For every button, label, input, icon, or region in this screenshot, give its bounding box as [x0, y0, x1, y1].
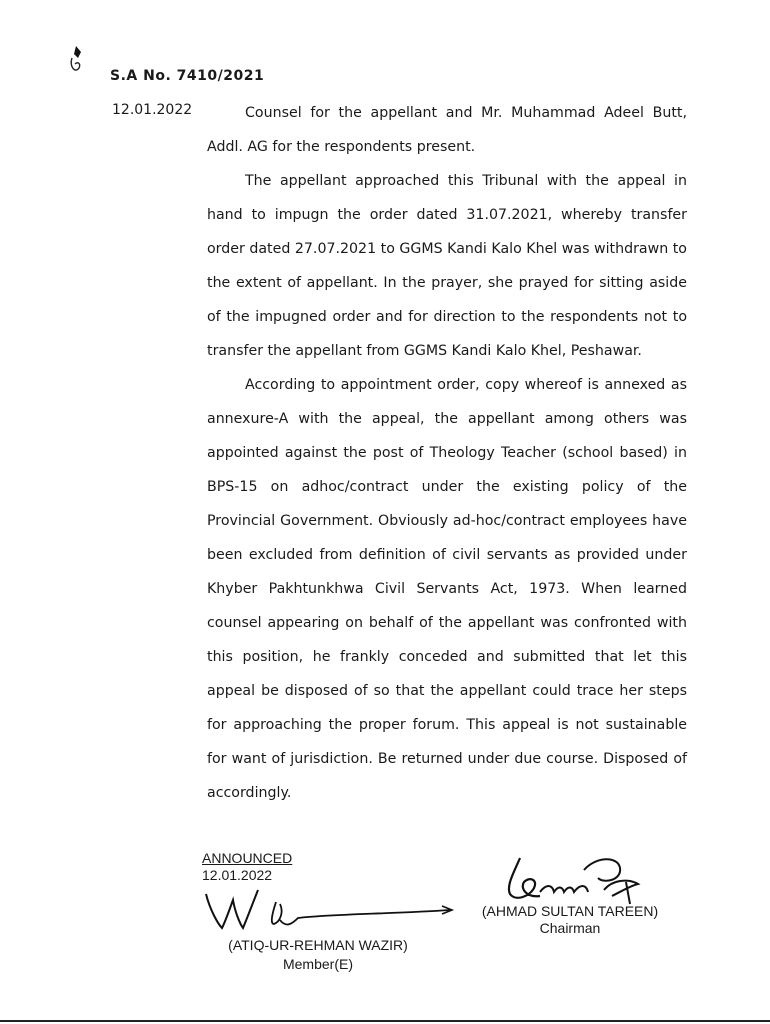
- announced-date: 12.01.2022: [202, 867, 273, 883]
- announcement-block: [202, 850, 292, 884]
- paragraph-attendance: Counsel for the appellant and Mr. Muhammad Adeel Butt, Addl. AG for the respondents present.: [207, 105, 687, 155]
- case-number: S.A No. 7410/2021: [110, 68, 265, 84]
- member-signature-icon: [200, 884, 470, 936]
- stamp-mark-icon: [66, 44, 90, 76]
- order-date: 12.01.2022: [112, 102, 193, 118]
- chairman-title: Chairman: [539, 920, 601, 936]
- order-body: [207, 96, 687, 810]
- member-signature-block: [218, 936, 418, 974]
- announced-label: ANNOUNCED: [202, 850, 293, 866]
- chairman-signature-block: [470, 903, 670, 937]
- member-name: (ATIQ-UR-REHMAN WAZIR): [228, 937, 408, 953]
- member-title: Member(E): [282, 956, 353, 972]
- paragraph-decision: According to appointment order, copy whereof is annexed as annexure-A with the appeal, the appellant among others was appointed against the post of Theology Teacher (school based) in BPS-15 on adhoc/contract under the existing policy of the Provincial Government. Obviously ad-hoc/contract employees have been excluded from definition of civil servants as provided under Khyber Pakhtunkhwa Civil Servants Act, 1973. When learned counsel appearing on behalf of the appellant was confronted with this position, he frankly conceded and submitted that let this appeal be disposed of so that the appellant could trace her steps for approaching the proper forum. This appeal is not sustainable for want of jurisdiction. Be returned under due course. Disposed of accordingly.: [207, 377, 687, 801]
- paragraph-facts: The appellant approached this Tribunal with the appeal in hand to impugn the order dated 31.07.2021, whereby transfer order dated 27.07.2021 to GGMS Kandi Kalo Khel was withdrawn to the extent of appellant. In the prayer, she prayed for sitting aside of the impugned order and for direction to the respondents not to transfer the appellant from GGMS Kandi Kalo Khel, Peshawar.: [207, 173, 687, 359]
- chairman-name: (AHMAD SULTAN TAREEN): [481, 903, 659, 919]
- scan-edge-line-icon: [0, 1016, 770, 1024]
